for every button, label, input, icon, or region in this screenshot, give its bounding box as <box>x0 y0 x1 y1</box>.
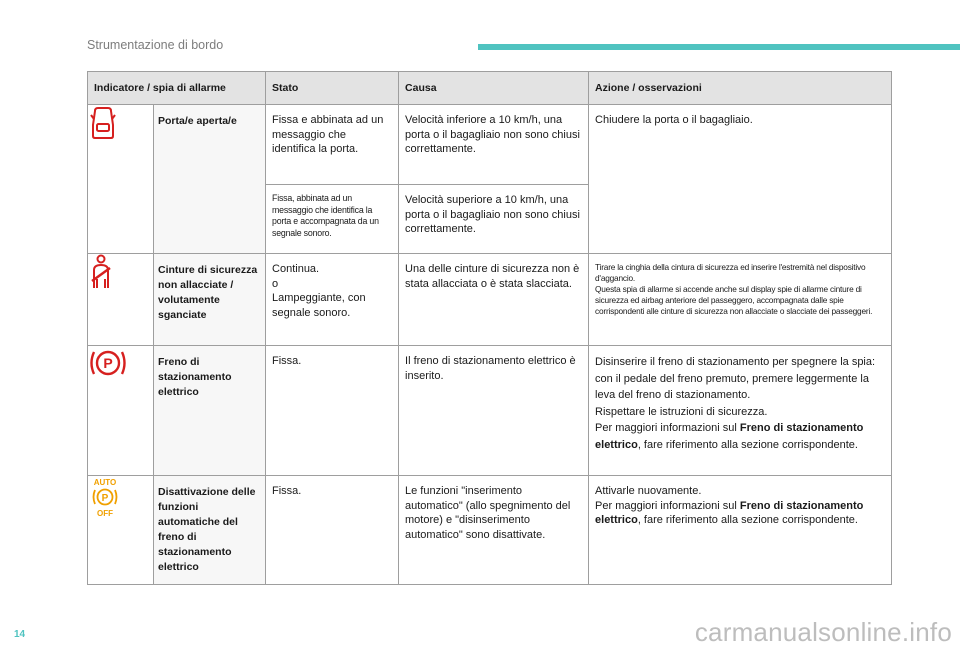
action-link-text: Freno di stazionamento elettrico <box>595 499 864 526</box>
state-parking-brake: Fissa. <box>266 346 399 476</box>
cause-auto-brake-off: Le funzioni "inserimento automatico" (allo spegnimento del motore) e "disinserimento automatico" sono disattivate. <box>399 476 589 585</box>
cause-door-open-2: Velocità superiore a 10 km/h, una porta o il bagagliaio non sono chiusi correttamente. <box>399 185 589 254</box>
icon-cell <box>88 254 154 346</box>
state-seatbelt: Continua. o Lampeggiante, con segnale sonoro. <box>266 254 399 346</box>
svg-text:P: P <box>103 355 113 371</box>
door-open-icon <box>88 114 118 131</box>
label-seatbelt: Cinture di sicurezza non allacciate / volutamente sganciate <box>154 254 266 346</box>
table-row <box>88 476 892 585</box>
icon-cell <box>88 105 154 254</box>
table-row <box>88 254 892 346</box>
state-door-open-2: Fissa, abbinata ad un messaggio che identifica la porta e accompagnata da un segnale sonoro. <box>266 185 399 254</box>
table-row <box>88 105 892 185</box>
icon-cell <box>88 476 154 585</box>
label-door-open: Porta/e aperta/e <box>154 105 266 254</box>
action-text: Disinserire il freno di stazionamento per spegnere la spia: con il pedale del freno premuto, premere leggermente la leva del freno di stazionamento. Rispettare le istruzioni di sicurezza. Per maggiori informazioni sul <box>595 356 876 434</box>
cause-seatbelt: Una delle cinture di sicurezza non è stata allacciata o è stata slacciata. <box>399 254 589 346</box>
action-text: Attivarle nuovamente. Per maggiori informazioni sul <box>595 485 737 512</box>
state-door-open-1: Fissa e abbinata ad un messaggio che identifica la porta. <box>266 105 399 185</box>
parking-brake-icon <box>88 354 128 371</box>
seatbelt-icon <box>88 263 114 280</box>
cause-door-open-1: Velocità inferiore a 10 km/h, una porta o il bagagliaio non sono chiusi correttamente. <box>399 105 589 185</box>
action-parking-brake <box>589 346 892 476</box>
action-door-open: Chiudere la porta o il bagagliaio. <box>589 105 892 254</box>
action-link-text: Freno di stazionamento elettrico <box>595 422 864 451</box>
page-header-title: Strumentazione di bordo <box>87 38 224 52</box>
header-indicator: Indicatore / spia di allarme <box>88 72 266 105</box>
label-auto-brake-off: Disattivazione delle funzioni automatiche del freno di stazionamento elettrico <box>154 476 266 585</box>
header-accent-bar <box>478 44 960 50</box>
action-text: , fare riferimento alla sezione corrispondente. <box>637 438 858 451</box>
watermark: carmanualsonline.info <box>694 617 952 647</box>
action-auto-brake-off <box>589 476 892 585</box>
header-cause: Causa <box>399 72 589 105</box>
header-action: Azione / osservazioni <box>589 72 892 105</box>
table-header-row <box>88 72 892 105</box>
state-auto-brake-off: Fissa. <box>266 476 399 585</box>
off-text: OFF <box>97 509 113 518</box>
action-seatbelt: Tirare la cinghia della cintura di sicurezza ed inserire l'estremità nel dispositivo d'aggancio. Questa spia di allarme si accende anche sul display spie di allarme cinture di sicurezza ed airbag anteriore del passeggero, accompagnata dalle spie corrispondenti alle cinture di sicurezza non allacciate o slacciate dei passeggeri. <box>589 254 892 346</box>
auto-text: AUTO <box>93 478 117 487</box>
icon-cell <box>88 346 154 476</box>
auto-parking-brake-off-icon <box>88 478 122 518</box>
header-state: Stato <box>266 72 399 105</box>
table-row <box>88 346 892 476</box>
warning-lights-table <box>87 71 892 585</box>
label-parking-brake: Freno di stazionamento elettrico <box>154 346 266 476</box>
cause-parking-brake: Il freno di stazionamento elettrico è inserito. <box>399 346 589 476</box>
page-number: 14 <box>14 629 26 640</box>
p-text: P <box>101 493 109 504</box>
action-text: , fare riferimento alla sezione corrispondente. <box>637 514 858 526</box>
